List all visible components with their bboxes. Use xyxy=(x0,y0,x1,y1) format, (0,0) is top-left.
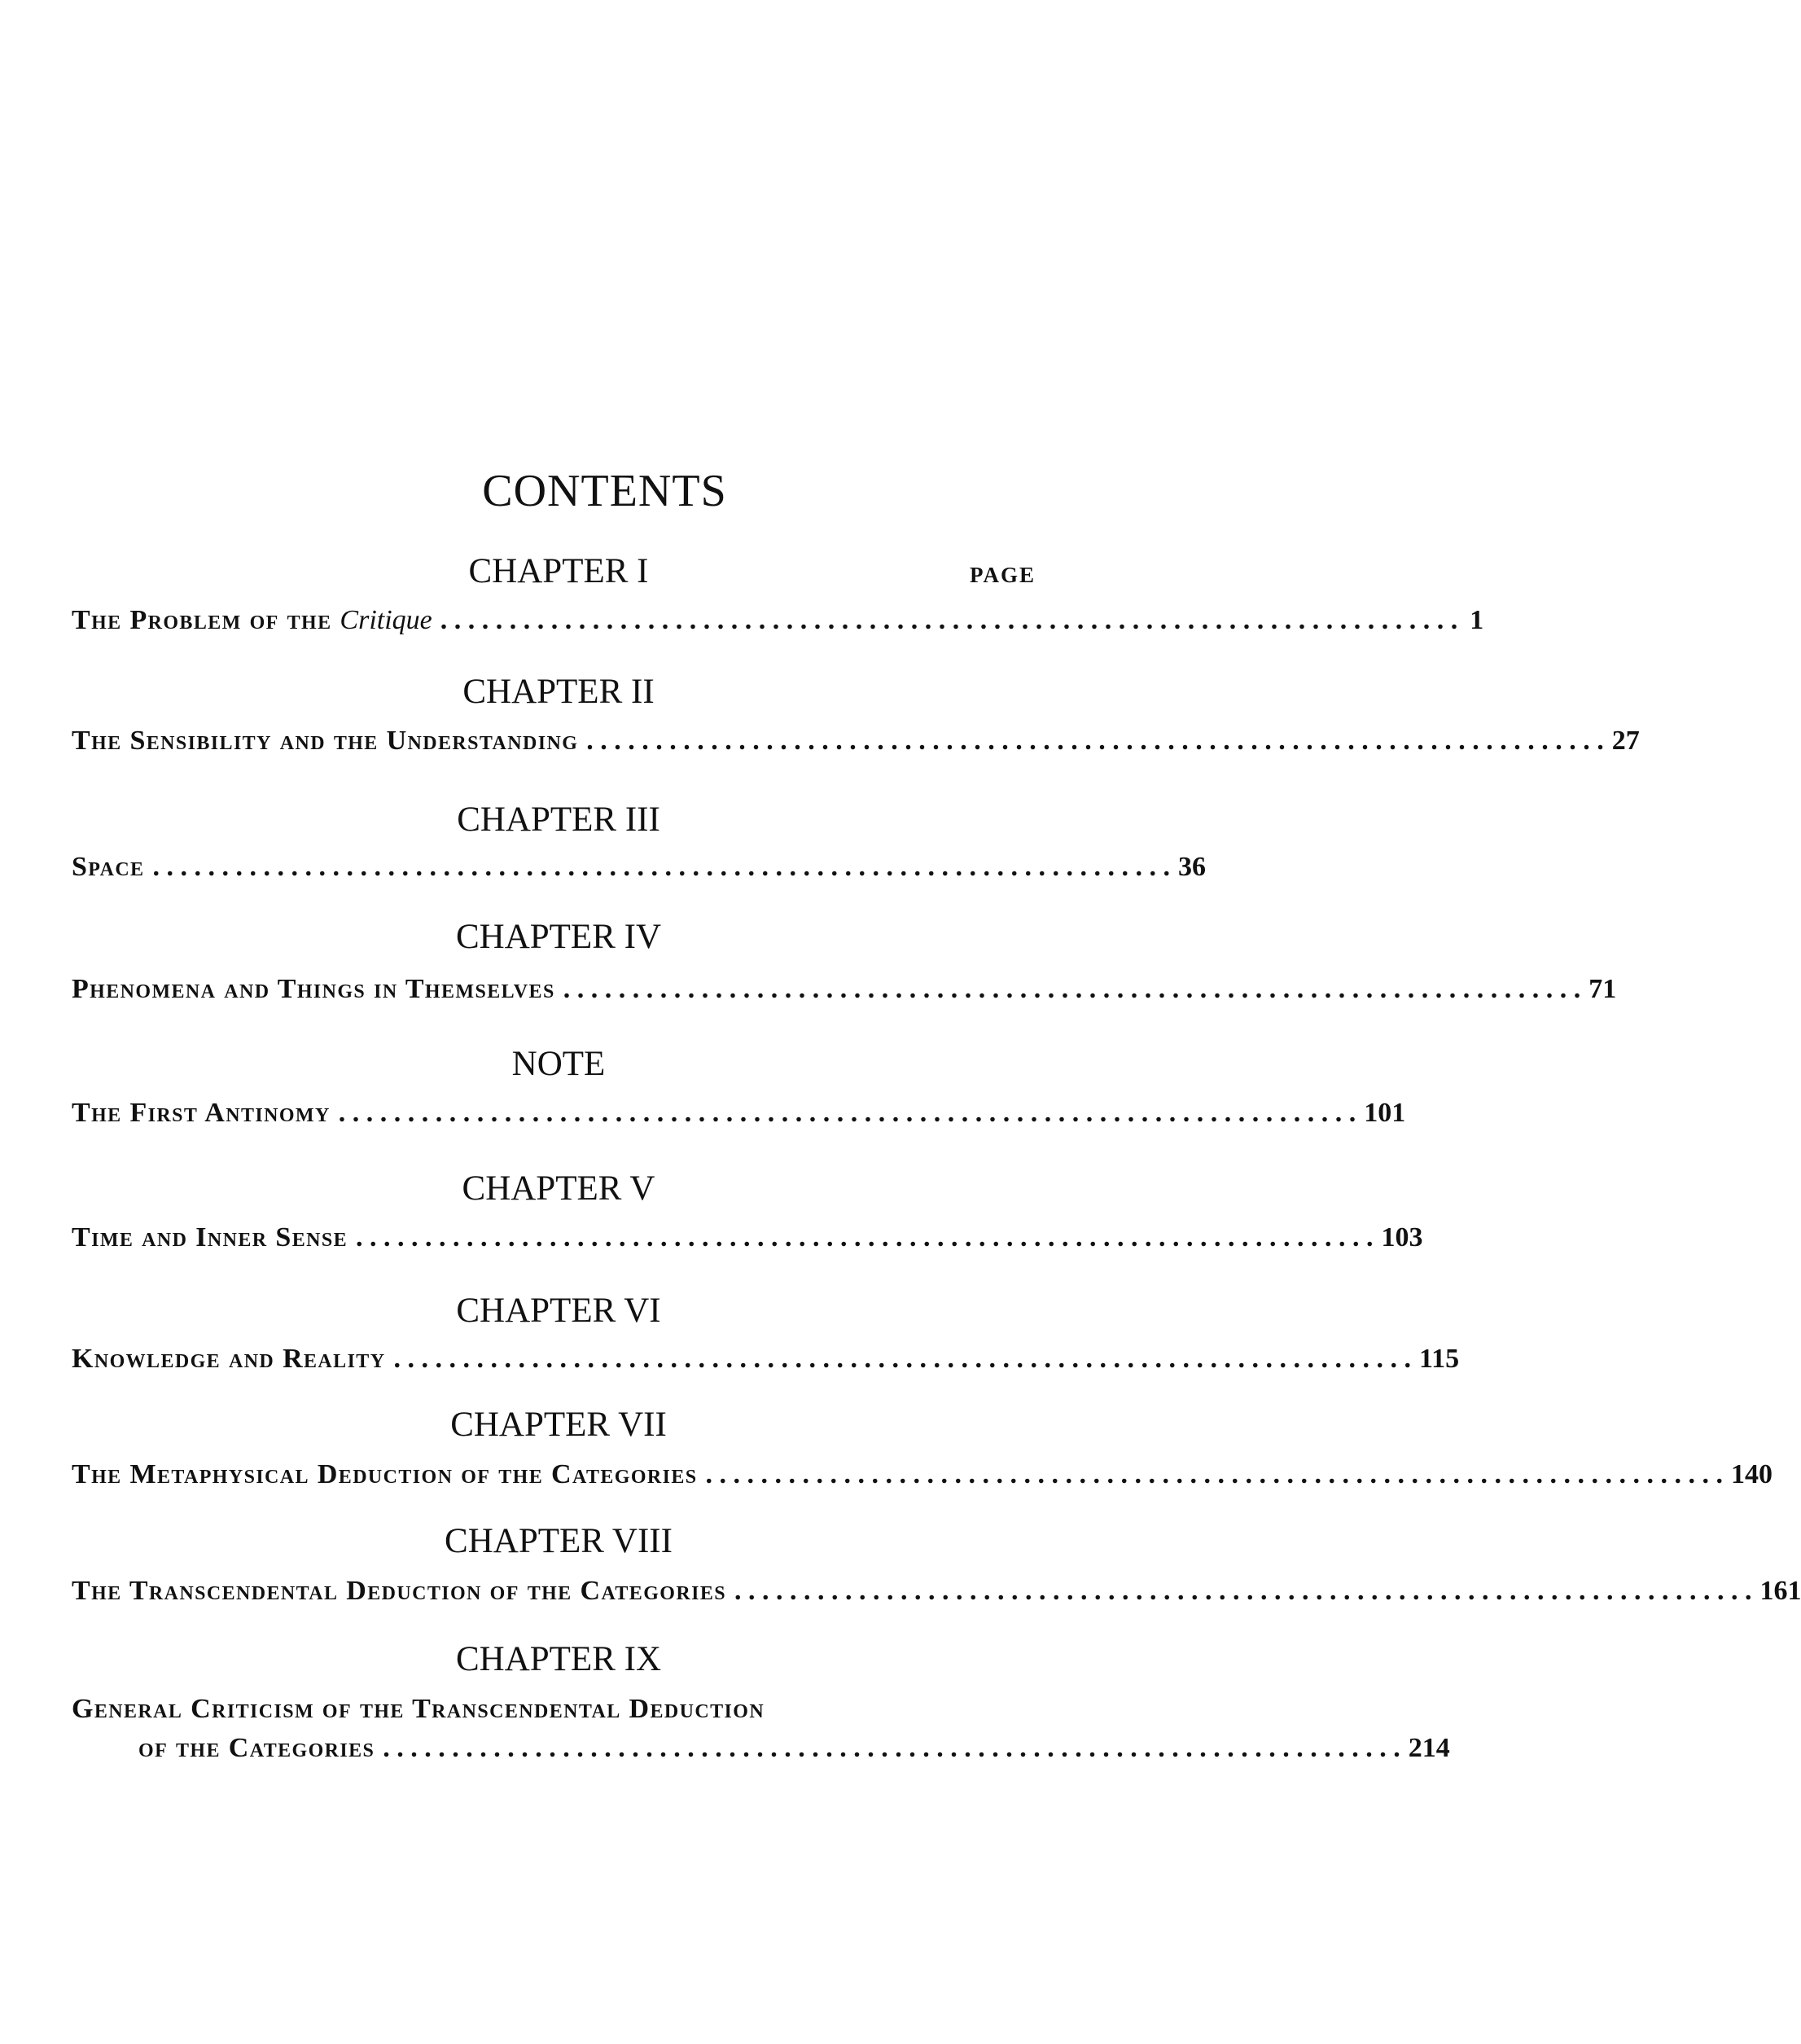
dot-leader: . . . . . . . . . . . . . . . . . . . . . . . . . . . . . . . . . . . . . . . . . . . . . . . . . . . . . . . . . . . . . . . . . . . . . . . . . . xyxy=(563,974,1581,1004)
toc-entry-1[interactable] xyxy=(72,605,1484,635)
dot-leader: . . . . . . . . . . . . . . . . . . . . . . . . . . . . . . . . . . . . . . . . . . . . . . . . . . . . . . . . . . . . . . . . . . . . . . . . . . xyxy=(338,1098,1356,1128)
note-heading: NOTE xyxy=(511,1045,606,1083)
toc-entry-page-number: 115 xyxy=(1418,1344,1460,1374)
dot-leader: . . . . . . . . . . . . . . . . . . . . . . . . . . . . . . . . . . . . . . . . . . . . . . . . . . . . . . . . . . . . . . . . . . . . . . . . . . xyxy=(383,1733,1400,1763)
chapter-heading-2: CHAPTER II xyxy=(462,673,655,711)
toc-entry-title: Knowledge and Reality xyxy=(72,1344,386,1374)
chapter-heading-5: CHAPTER V xyxy=(462,1169,655,1208)
toc-entry-page-number: 161 xyxy=(1759,1576,1801,1606)
chapter-heading-7: CHAPTER VII xyxy=(450,1406,667,1444)
toc-entry-page-number: 36 xyxy=(1177,852,1206,882)
contents-title: CONTENTS xyxy=(482,466,727,516)
toc-entry-2[interactable] xyxy=(72,726,1640,756)
chapter-heading-1: CHAPTER I xyxy=(468,552,649,590)
page-column-label: PAGE xyxy=(970,563,1036,587)
dot-leader: . . . . . . . . . . . . . . . . . . . . . . . . . . . . . . . . . . . . . . . . . . . . . . . . . . . . . . . . . . . . . . . . . . . . . . . . . . xyxy=(356,1222,1374,1252)
toc-entry-page-number: 101 xyxy=(1364,1098,1406,1128)
toc-entry-8[interactable] xyxy=(72,1459,1773,1489)
chapter-heading-8: CHAPTER VIII xyxy=(445,1522,673,1560)
toc-entry-title: Phenomena and Things in Themselves xyxy=(72,974,555,1004)
dot-leader: . . . . . . . . . . . . . . . . . . . . . . . . . . . . . . . . . . . . . . . . . . . . . . . . . . . . . . . . . . . . . . . . . . . . . . . . . . xyxy=(586,726,1604,756)
toc-entry-page-number: 103 xyxy=(1381,1222,1423,1252)
toc-entry-6[interactable] xyxy=(72,1222,1423,1252)
chapter-heading-3: CHAPTER III xyxy=(457,800,660,839)
toc-entry-10[interactable] xyxy=(138,1733,1450,1763)
toc-entry-page-number: 71 xyxy=(1588,974,1617,1004)
toc-entry-page-number: 214 xyxy=(1408,1733,1450,1763)
chapter-heading-6: CHAPTER VI xyxy=(456,1292,661,1330)
toc-entry-title: The Problem of the Critique xyxy=(72,605,432,635)
dot-leader: . . . . . . . . . . . . . . . . . . . . . . . . . . . . . . . . . . . . . . . . . . . . . . . . . . . . . . . . . . . . . . . . . . . . . . . . . . xyxy=(734,1576,1752,1606)
toc-entry-title: The Transcendental Deduction of the Categories xyxy=(72,1576,726,1606)
toc-entry-10-title-line-1[interactable]: General Criticism of the Transcendental Deduction xyxy=(72,1694,765,1724)
toc-entry-title: The Sensibility and the Understanding xyxy=(72,726,579,756)
toc-entry-title: Space xyxy=(72,852,145,882)
chapter-heading-4: CHAPTER IV xyxy=(455,918,662,956)
toc-entry-page-number: 1 xyxy=(1470,605,1484,635)
toc-entry-title: of the Categories xyxy=(138,1733,375,1763)
toc-entry-title: The Metaphysical Deduction of the Categories xyxy=(72,1459,698,1489)
dot-leader: . . . . . . . . . . . . . . . . . . . . . . . . . . . . . . . . . . . . . . . . . . . . . . . . . . . . . . . . . . . . . . . . . . . . . . . . . . xyxy=(705,1459,1724,1489)
dot-leader: . . . . . . . . . . . . . . . . . . . . . . . . . . . . . . . . . . . . . . . . . . . . . . . . . . . . . . . . . . . . . . . . . . . . . . . . . . xyxy=(440,605,1458,635)
toc-entry-page-number: 140 xyxy=(1731,1459,1773,1489)
dot-leader: . . . . . . . . . . . . . . . . . . . . . . . . . . . . . . . . . . . . . . . . . . . . . . . . . . . . . . . . . . . . . . . . . . . . . . . . . . xyxy=(152,852,1170,882)
toc-entry-9[interactable] xyxy=(72,1576,1801,1606)
toc-entry-5[interactable] xyxy=(72,1098,1406,1128)
chapter-heading-9: CHAPTER IX xyxy=(455,1640,662,1678)
toc-entry-3[interactable] xyxy=(72,852,1206,882)
toc-entry-title: Time and Inner Sense xyxy=(72,1222,348,1252)
toc-entry-4[interactable] xyxy=(72,974,1617,1004)
dot-leader: . . . . . . . . . . . . . . . . . . . . . . . . . . . . . . . . . . . . . . . . . . . . . . . . . . . . . . . . . . . . . . . . . . . . . . . . . . xyxy=(393,1344,1411,1374)
toc-entry-page-number: 27 xyxy=(1611,726,1640,756)
toc-entry-7[interactable] xyxy=(72,1344,1460,1374)
toc-entry-title: The First Antinomy xyxy=(72,1098,331,1128)
toc-entry-title-italic: Critique xyxy=(340,605,432,635)
